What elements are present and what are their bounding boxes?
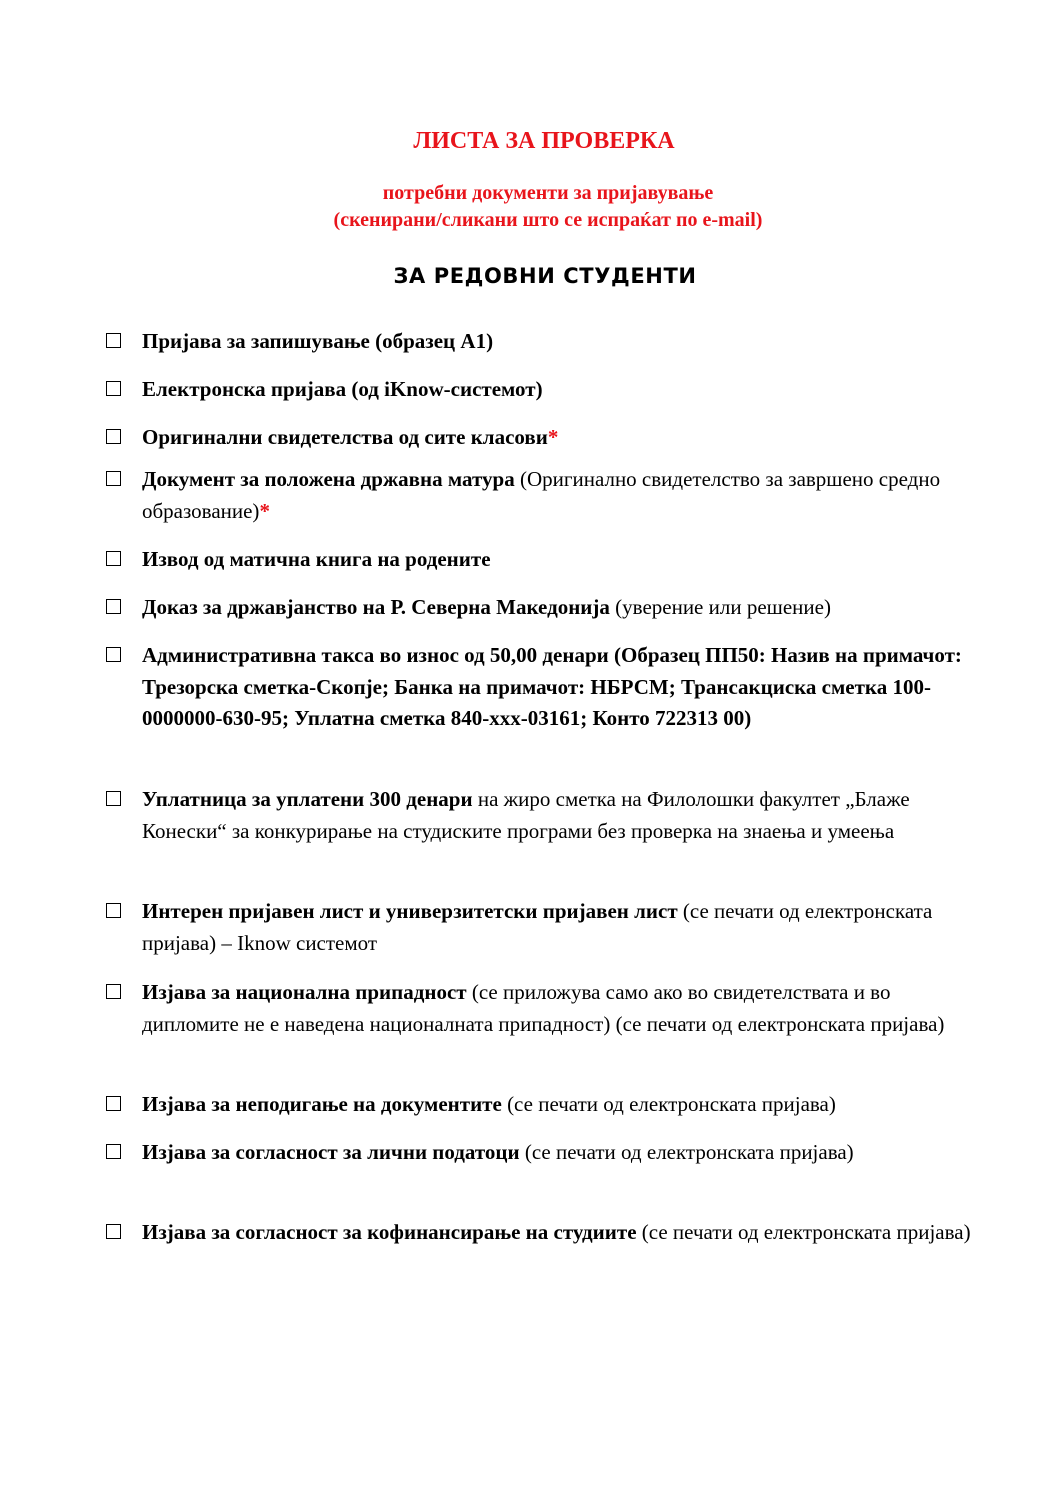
document-title: ЛИСТА ЗА ПРОВЕРКА (413, 128, 675, 154)
checkbox-icon[interactable] (106, 333, 121, 348)
item-plain-text: (уверение или решение) (609, 595, 831, 619)
item-bold-text: Електронска пријава (од iKnow-системот) (142, 377, 543, 401)
item-bold-text: Изјава за неподигање на документите (142, 1092, 502, 1116)
checkbox-icon[interactable] (106, 903, 121, 918)
checklist-item (106, 896, 986, 959)
item-plain-text: (се печати од електронската пријава) (501, 1092, 836, 1116)
checklist-item-text (142, 544, 986, 576)
item-bold-text: Извод од матична книга на родените (142, 547, 491, 571)
required-asterisk: * (259, 498, 270, 523)
item-bold-text: Административна такса во износ од 50,00 денари (Образец ПП50: Назив на примачот: Трезорска сметка-Скопје; Банка на примачот: НБРСМ; Трансакциска сметка 100-0000000-630-95; Уплатна сметка 840-xxx-03161; Конто 722313 00) (142, 643, 962, 730)
document-subtitle-line1: потребни документи за пријавување (382, 182, 714, 204)
checklist-item (106, 1137, 986, 1169)
checkbox-icon[interactable] (106, 471, 121, 486)
checklist-item (106, 374, 986, 406)
checklist-item-text (142, 374, 986, 406)
checklist-item-text (142, 640, 986, 735)
checklist-item (106, 422, 986, 454)
checklist-item-text (142, 464, 986, 527)
checklist-item-text (142, 592, 986, 624)
checklist-item-text (142, 1137, 986, 1169)
checkbox-icon[interactable] (106, 551, 121, 566)
checklist-item-text (142, 1089, 986, 1121)
section-heading: ЗА РЕДОВНИ СТУДЕНТИ (393, 264, 697, 288)
item-plain-text: (Оригинално свидетелство за завршено средно образование) (142, 467, 941, 523)
checklist-item (106, 592, 986, 624)
item-bold-text: Документ за положена државна матура (142, 467, 515, 491)
item-bold-text: Изјава за согласност за кофинансирање на студиите (142, 1220, 637, 1244)
item-bold-text: Оригинални свидетелства од сите класови (142, 425, 548, 449)
checklist-item-text (142, 977, 986, 1040)
checklist-item (106, 640, 986, 735)
checkbox-icon[interactable] (106, 1144, 121, 1159)
checkbox-icon[interactable] (106, 429, 121, 444)
checklist-item-text (142, 1217, 986, 1249)
item-bold-text: Доказ за државјанство на Р. Северна Македонија (142, 595, 610, 619)
checklist-item-text (142, 422, 986, 454)
item-bold-text: Уплатница за уплатени 300 денари (142, 787, 473, 811)
item-bold-text: Пријава за запишување (образец А1) (142, 329, 494, 353)
checklist-item (106, 1217, 986, 1249)
checklist-item (106, 464, 986, 527)
checkbox-icon[interactable] (106, 984, 121, 999)
checklist-item (106, 784, 986, 847)
checkbox-icon[interactable] (106, 791, 121, 806)
checklist-item-text (142, 784, 986, 847)
required-asterisk: * (547, 425, 559, 449)
item-plain-text: (се приложува само ако во свидетелствата и во дипломите не е наведена националната припадност) (се печати од електронската пријава) (142, 980, 945, 1036)
checkbox-icon[interactable] (106, 599, 121, 614)
checklist-item-text (142, 896, 986, 959)
item-bold-text: Изјава за согласност за лични податоци (142, 1140, 520, 1164)
checklist-item (106, 1089, 986, 1121)
checklist-item (106, 326, 986, 358)
item-plain-text: на жиро сметка на Филолошки факултет „Блаже Конески“ за конкурирање на студиските програми без проверка на знаења и умеења (142, 787, 910, 843)
item-plain-text: (се печати од електронската пријава) (519, 1140, 854, 1164)
checkbox-icon[interactable] (106, 381, 121, 396)
checklist-item (106, 544, 986, 576)
checklist-item-text (142, 326, 986, 358)
checkbox-icon[interactable] (106, 1224, 121, 1239)
document-subtitle-line2: (скенирани/сликани што се испраќат по e-mail) (333, 209, 763, 231)
checkbox-icon[interactable] (106, 647, 121, 662)
item-plain-text: (се печати од електронската пријава) – Iknow системот (142, 899, 933, 955)
checklist-item (106, 977, 986, 1040)
checkbox-icon[interactable] (106, 1096, 121, 1111)
item-plain-text: (се печати од електронската пријава) (636, 1220, 971, 1244)
item-bold-text: Интерен пријавен лист и универзитетски пријавен лист (142, 899, 678, 923)
item-bold-text: Изјава за национална припадност (142, 980, 467, 1004)
